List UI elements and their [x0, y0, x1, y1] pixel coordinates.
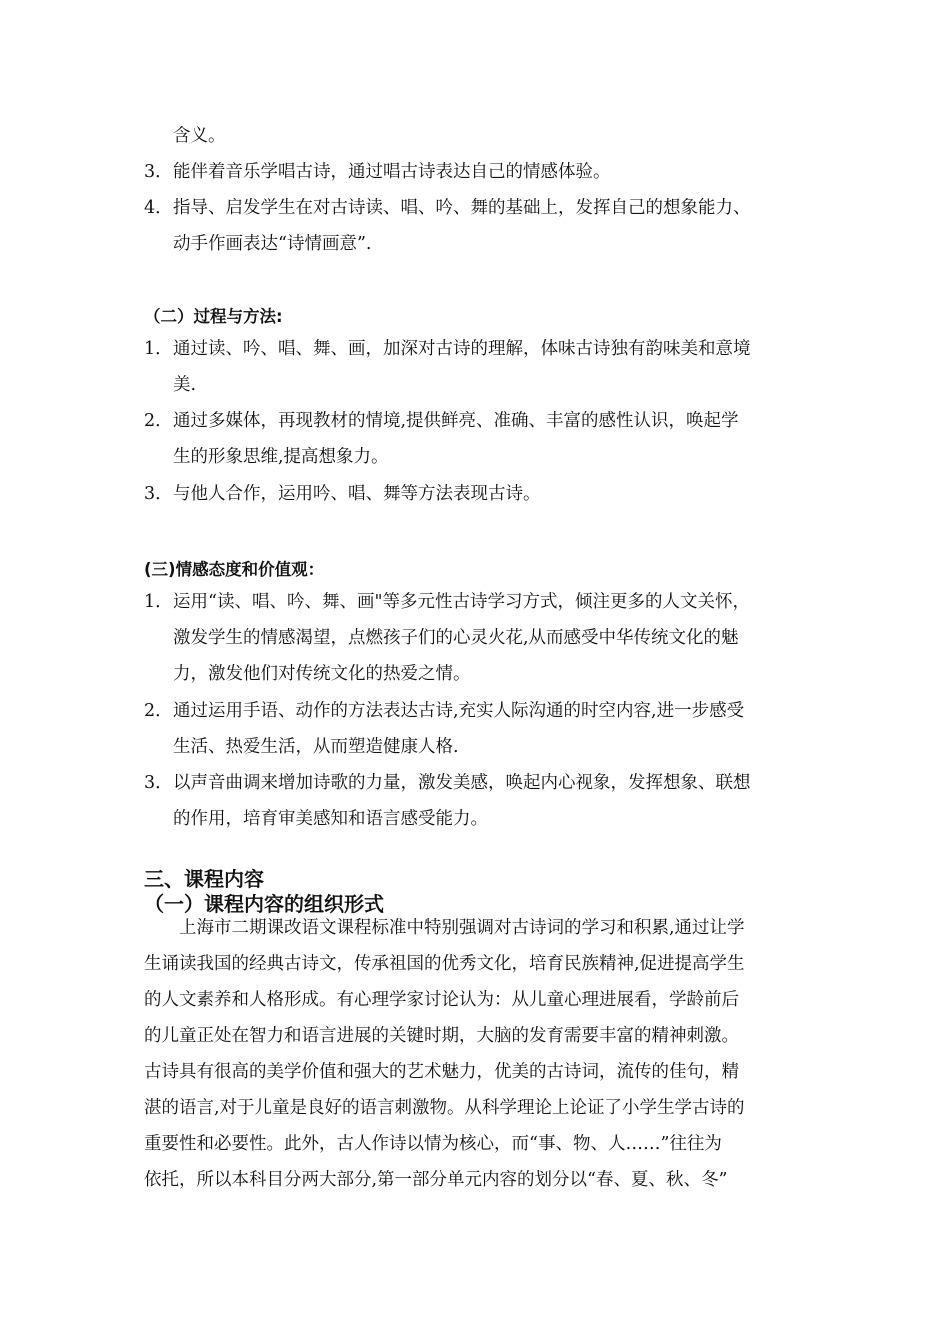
goals-intro-tail: 含义。	[173, 126, 226, 146]
emotion-item-3	[144, 765, 824, 837]
list-line: 通过读、吟、唱、舞、画，加深对古诗的理解，体味古诗独有韵味美和意境	[173, 339, 751, 359]
section-subtitle: （一）课程内容的组织形式	[144, 892, 384, 916]
list-line: 力，激发他们对传统文化的热爱之情。	[173, 664, 471, 684]
paragraph-line: 的儿童正处在智力和语言进展的关键时期，大脑的发育需要丰富的精神刺激。	[144, 1026, 739, 1046]
process-item-3	[144, 476, 824, 512]
list-number: 3．	[144, 484, 173, 504]
list-line: 与他人合作，运用吟、唱、舞等方法表现古诗。	[173, 484, 541, 504]
list-number: 3．	[144, 773, 173, 793]
list-number: 1．	[144, 592, 173, 612]
process-item-1	[144, 331, 824, 403]
list-line: 指导、启发学生在对古诗读、唱、吟、舞的基础上，发挥自己的想象能力、	[173, 198, 751, 218]
list-line: 以声音曲调来增加诗歌的力量，激发美感，唤起内心视象，发挥想象、联想	[173, 773, 751, 793]
list-line: 的作用，培育审美感知和语言感受能力。	[173, 809, 488, 829]
section-title: 三、课程内容	[144, 867, 264, 891]
list-number: 2．	[144, 411, 173, 431]
list-line: 能伴着音乐学唱古诗，通过唱古诗表达自己的情感体验。	[173, 162, 611, 182]
paragraph-line: 上海市二期课改语文课程标准中特别强调对古诗词的学习和积累,通过让学	[144, 918, 745, 938]
section-paragraph	[144, 910, 745, 1198]
process-item-2	[144, 403, 824, 475]
list-line: 激发学生的情感渴望，点燃孩子们的心灵火花,从而感受中华传统文化的魅	[173, 628, 739, 648]
paragraph-line: 重要性和必要性。此外，古人作诗以情为核心，而“事、物、人……”往往为	[144, 1134, 722, 1154]
list-number: 2．	[144, 701, 173, 721]
list-line: 生活、热爱生活，从而塑造健康人格.	[173, 737, 459, 757]
goal-item-4	[144, 190, 824, 262]
paragraph-line: 古诗具有很高的美学价值和强大的艺术魅力，优美的古诗词，流传的佳句，精	[144, 1062, 739, 1082]
list-number: 3．	[144, 162, 173, 182]
list-line: 运用“读、唱、吟、舞、画"等多元性古诗学习方式，倾注更多的人文关怀，	[173, 592, 750, 612]
emotion-heading: (三)情感态度和价值观：	[144, 560, 325, 579]
list-number: 4．	[144, 198, 173, 218]
list-number: 1．	[144, 339, 173, 359]
goal-item-3	[144, 154, 824, 190]
list-line: 通过运用手语、动作的方法表达古诗,充实人际沟通的时空内容,进一步感受	[173, 701, 745, 721]
paragraph-line: 的人文素养和人格形成。有心理学家讨论认为：从儿童心理进展看，学龄前后	[144, 990, 739, 1010]
list-line: 美.	[173, 375, 197, 395]
paragraph-line: 依托，所以本科目分两大部分,第一部分单元内容的划分以“春、夏、秋、冬”	[144, 1170, 728, 1190]
list-line: 动手作画表达“诗情画意”.	[173, 234, 372, 254]
paragraph-line: 湛的语言,对于儿童是良好的语言刺激物。从科学理论上论证了小学生学古诗的	[144, 1098, 745, 1118]
list-line: 生的形象思维,提高想象力。	[173, 447, 389, 467]
process-heading: （二）过程与方法:	[144, 307, 283, 326]
emotion-item-1	[144, 584, 824, 692]
paragraph-line: 生诵读我国的经典古诗文，传承祖国的优秀文化，培育民族精神,促进提高学生	[144, 954, 745, 974]
emotion-item-2	[144, 693, 824, 765]
list-line: 通过多媒体，再现教材的情境,提供鲜亮、准确、丰富的感性认识，唤起学	[173, 411, 739, 431]
